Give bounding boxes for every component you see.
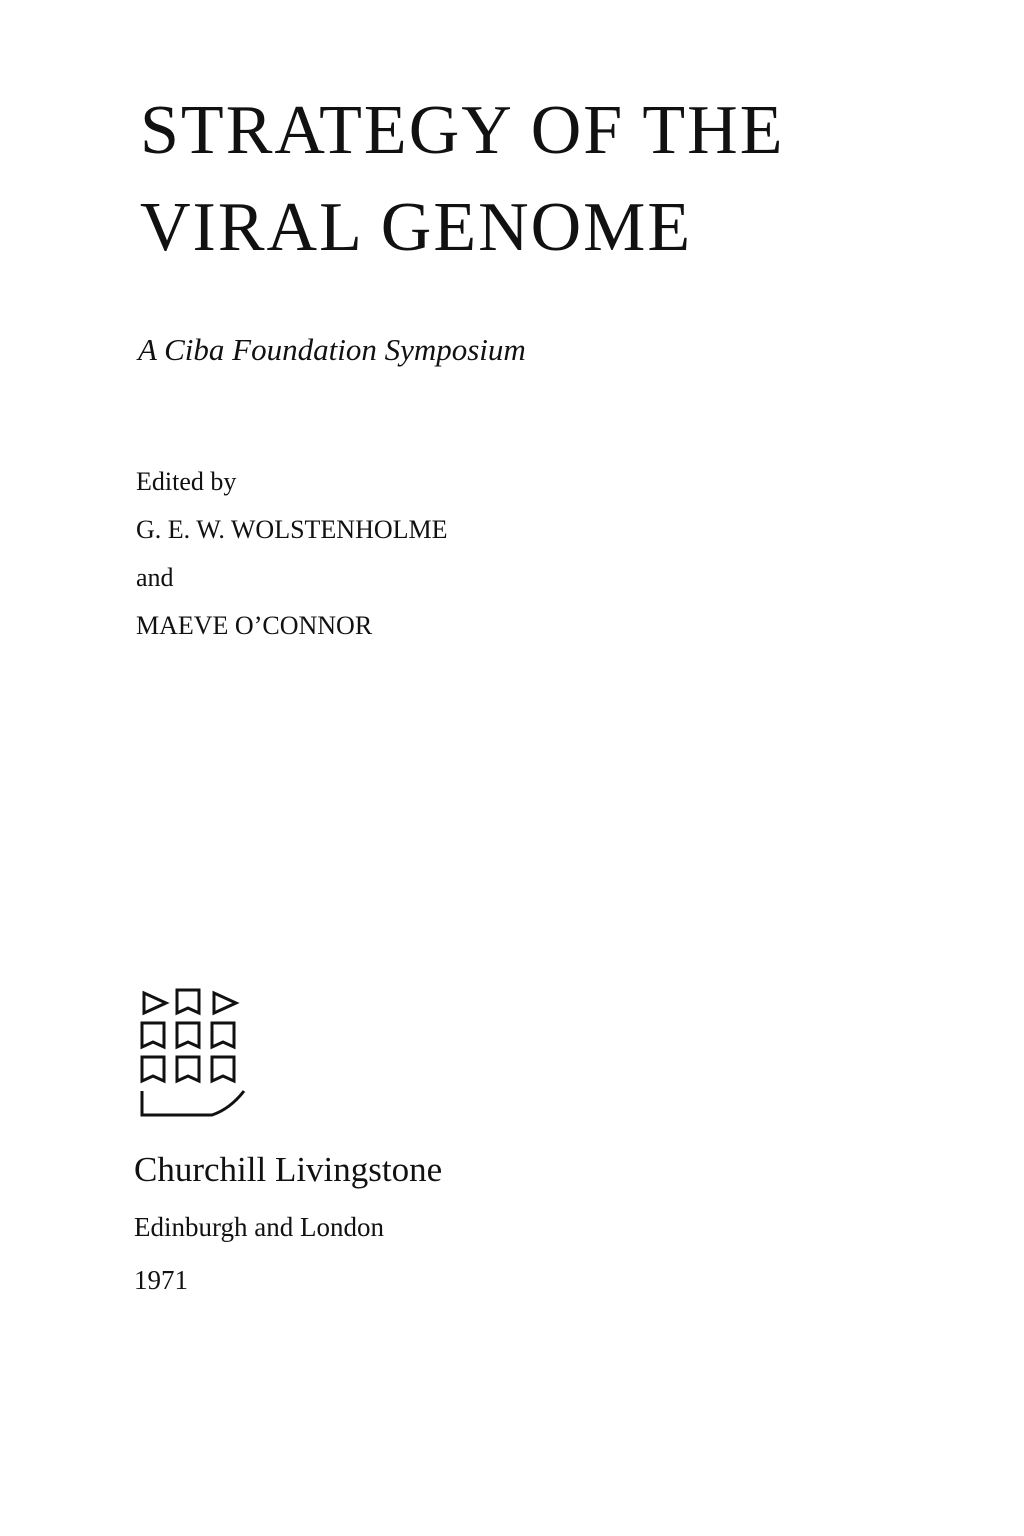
publication-year: 1971 [134, 1265, 188, 1295]
ship-logo-icon [134, 985, 246, 1120]
editor-conjunction: and [136, 563, 174, 592]
edited-by-label: Edited by [136, 467, 237, 496]
editor-name-2: MAEVE O’CONNOR [136, 611, 373, 640]
book-title-line-2: VIRAL GENOME [140, 189, 693, 266]
publisher-place: Edinburgh and London [134, 1212, 384, 1242]
book-title-line-1: STRATEGY OF THE [140, 92, 785, 169]
book-subtitle: A Ciba Foundation Symposium [138, 332, 526, 367]
editors-block [136, 458, 448, 650]
editor-name-1: G. E. W. WOLSTENHOLME [136, 515, 448, 544]
publisher-name: Churchill Livingstone [134, 1150, 443, 1189]
